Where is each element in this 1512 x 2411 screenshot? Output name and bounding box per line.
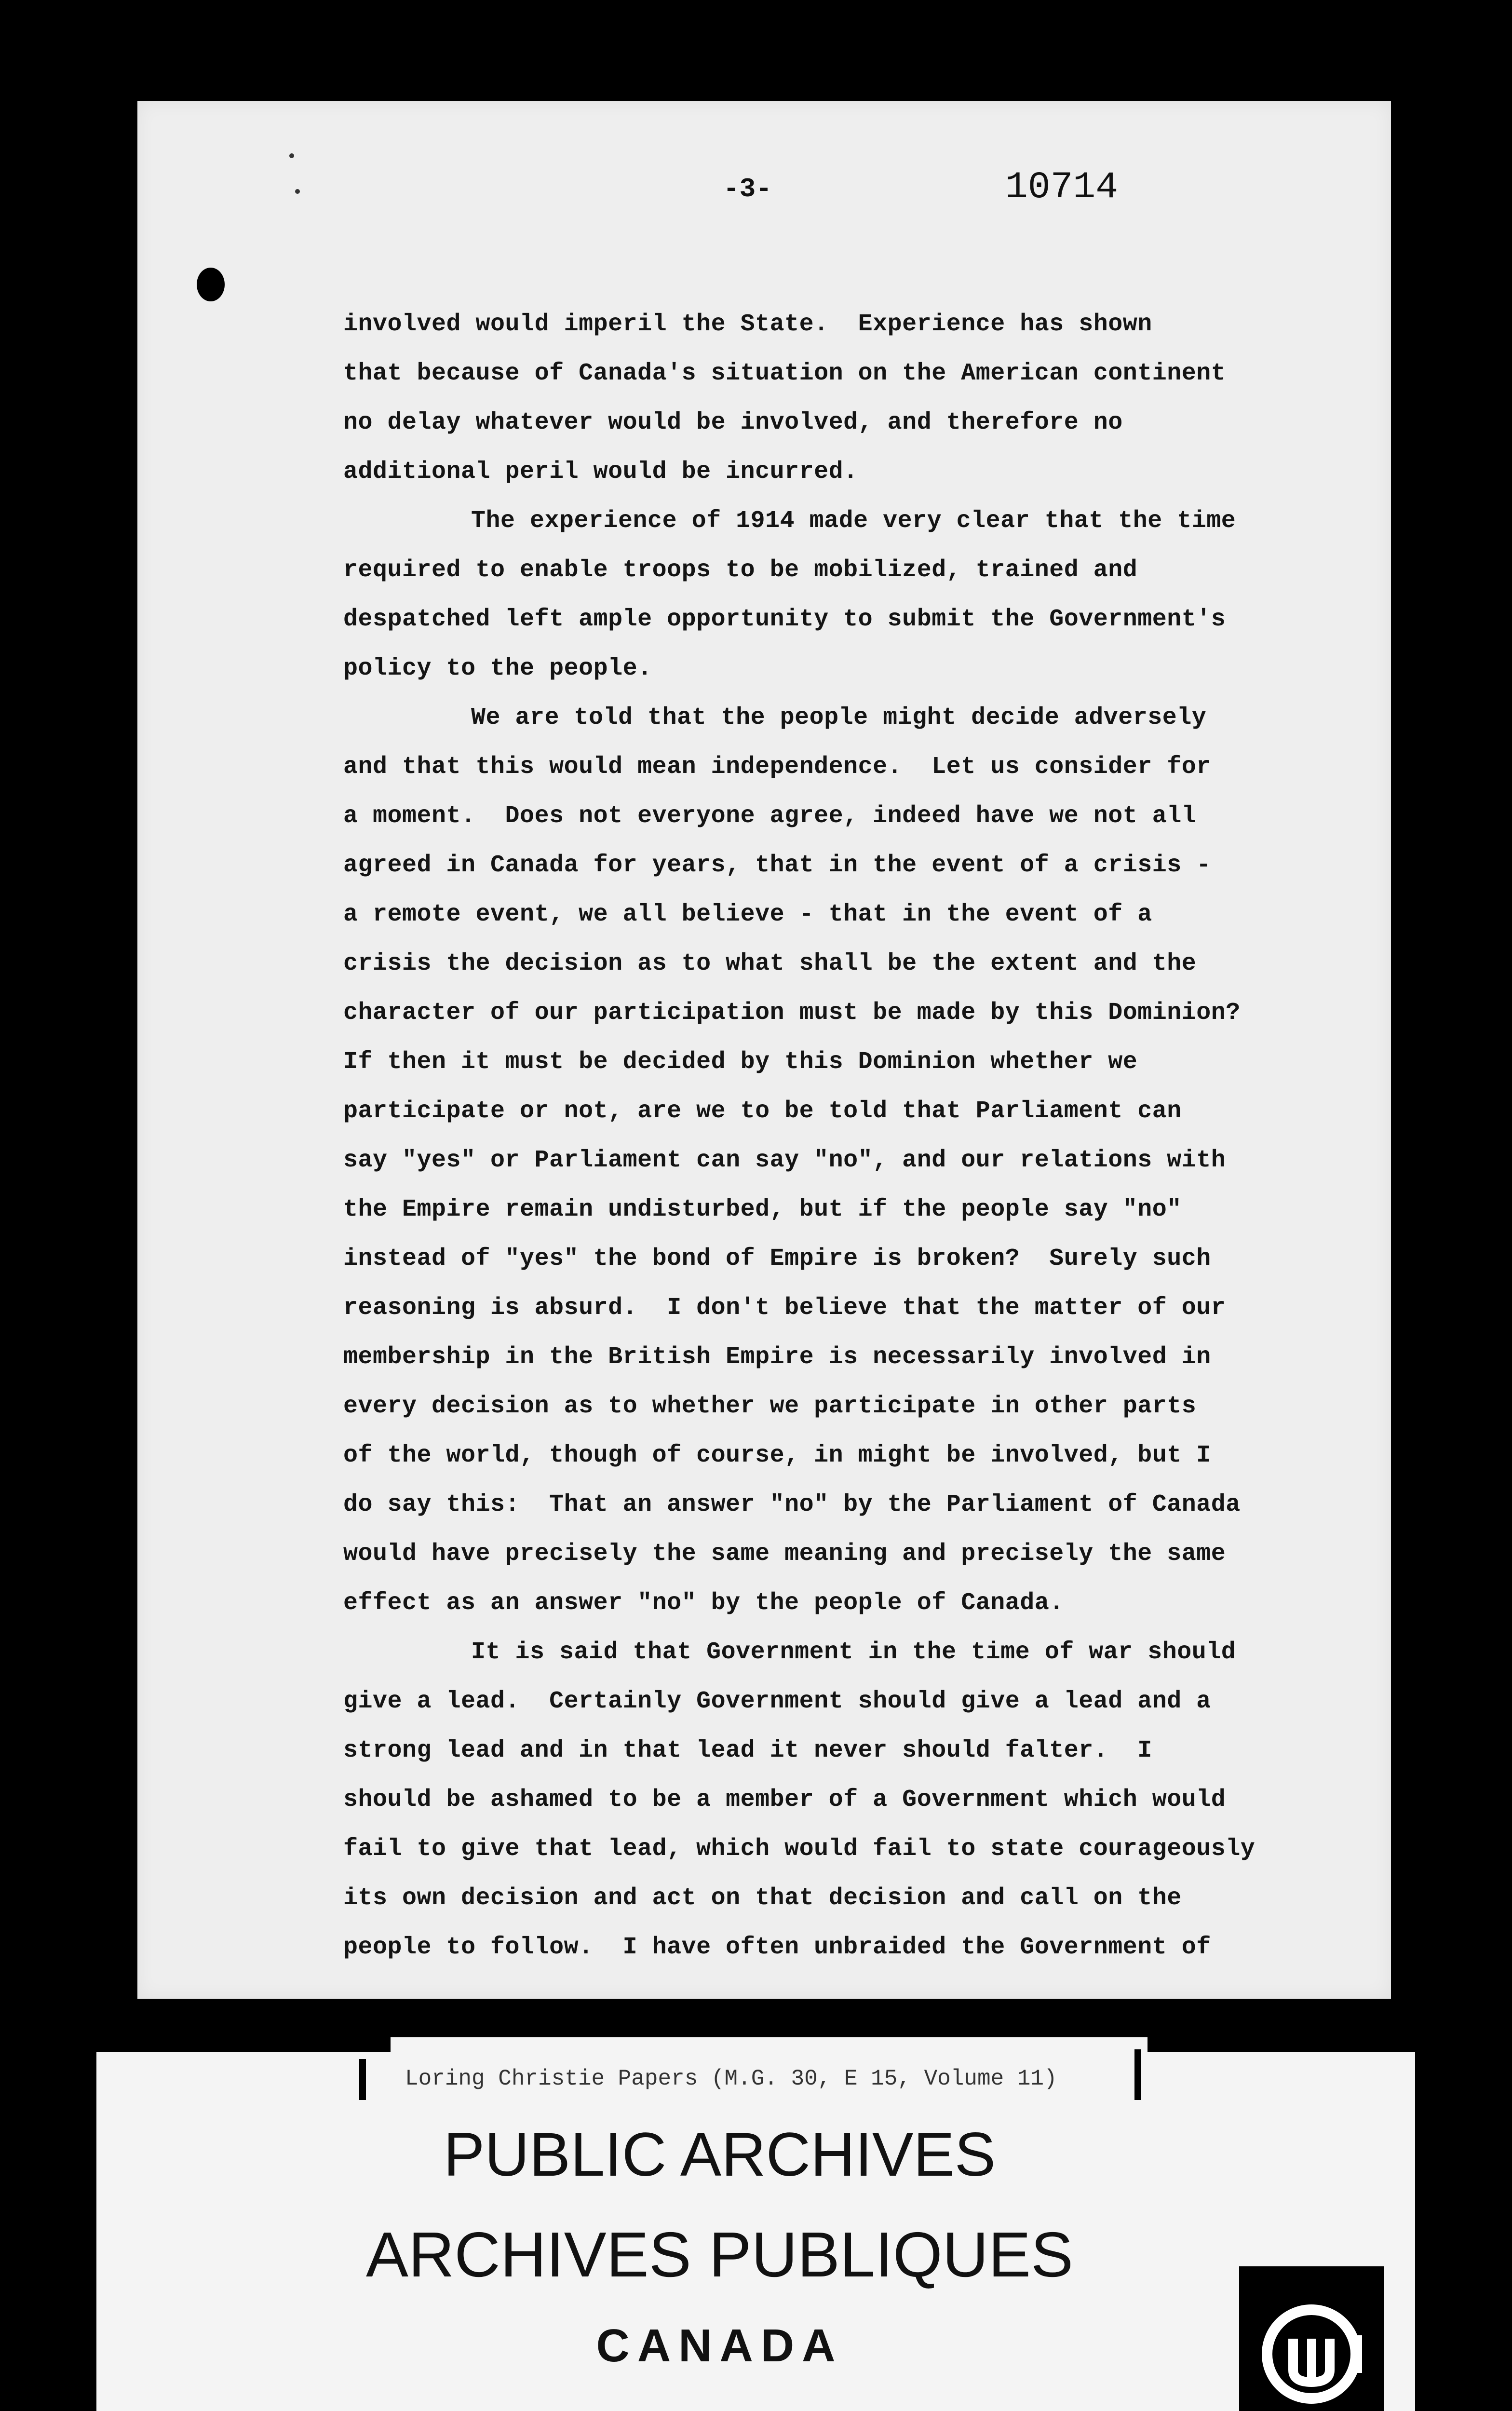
text-line: the Empire remain undisturbed, but if the people say "no" [343, 1196, 1182, 1223]
text-line: policy to the people. [343, 655, 652, 682]
text-line: give a lead. Certainly Government should give a lead and a [343, 1688, 1211, 1715]
paper-speck [289, 153, 294, 158]
text-line: every decision as to whether we participate in other parts [343, 1393, 1197, 1420]
text-line: no delay whatever would be involved, and therefore no [343, 409, 1123, 436]
text-line: instead of "yes" the bond of Empire is broken? Surely such [343, 1245, 1211, 1273]
source-citation: Loring Christie Papers (M.G. 30, E 15, Volume 11) [405, 2066, 1057, 2091]
document-number: 10714 [1005, 166, 1119, 209]
punch-hole [197, 268, 225, 301]
text-line: that because of Canada's situation on the American continent [343, 360, 1226, 387]
text-line: say "yes" or Parliament can say "no", and our relations with [343, 1147, 1226, 1174]
text-line: fail to give that lead, which would fail to state courageously [343, 1835, 1256, 1863]
text-line: people to follow. I have often unbraided the Government of [343, 1934, 1211, 1961]
text-line: should be ashamed to be a member of a Government which would [343, 1786, 1226, 1814]
text-line: its own decision and act on that decision and call on the [343, 1884, 1182, 1912]
text-line: of the world, though of course, in might be involved, but I [343, 1442, 1211, 1469]
text-line: agreed in Canada for years, that in the event of a crisis - [343, 852, 1211, 879]
text-line: It is said that Government in the time of war should [471, 1639, 1236, 1666]
text-line: The experience of 1914 made very clear that the time [471, 507, 1236, 535]
archives-canada-logo-icon [1239, 2266, 1384, 2411]
text-line: despatched left ample opportunity to submit the Government's [343, 606, 1226, 633]
text-line: participate or not, are we to be told that Parliament can [343, 1097, 1182, 1125]
text-line: involved would imperil the State. Experience has shown [343, 311, 1152, 338]
text-line: would have precisely the same meaning and precisely the same [343, 1540, 1226, 1568]
text-line: required to enable troops to be mobilized, trained and [343, 556, 1138, 584]
text-line: crisis the decision as to what shall be the extent and the [343, 950, 1197, 977]
text-line: additional peril would be incurred. [343, 458, 858, 486]
text-line: We are told that the people might decide adversely [471, 704, 1207, 731]
page-number: -3- [723, 174, 772, 204]
label-edge-mark [1134, 2049, 1141, 2100]
text-line: If then it must be decided by this Dominion whether we [343, 1048, 1138, 1076]
archive-country: CANADA [596, 2320, 843, 2371]
text-line: character of our participation must be made by this Dominion? [343, 999, 1241, 1027]
paper-speck [295, 189, 300, 194]
text-line: a moment. Does not everyone agree, indeed have we not all [343, 802, 1197, 830]
text-line: reasoning is absurd. I don't believe that the matter of our [343, 1294, 1226, 1322]
text-line: and that this would mean independence. Let us consider for [343, 753, 1211, 781]
document-body [343, 300, 1336, 1972]
archive-title-english: PUBLIC ARCHIVES [443, 2120, 996, 2189]
text-line: strong lead and in that lead it never should falter. I [343, 1737, 1152, 1764]
text-line: do say this: That an answer "no" by the Parliament of Canada [343, 1491, 1241, 1518]
text-line: a remote event, we all believe - that in the event of a [343, 901, 1152, 928]
label-edge-mark [359, 2059, 366, 2100]
text-line: effect as an answer "no" by the people of Canada. [343, 1589, 1064, 1617]
text-line: membership in the British Empire is necessarily involved in [343, 1343, 1211, 1371]
archive-title-french: ARCHIVES PUBLIQUES [365, 2219, 1074, 2290]
